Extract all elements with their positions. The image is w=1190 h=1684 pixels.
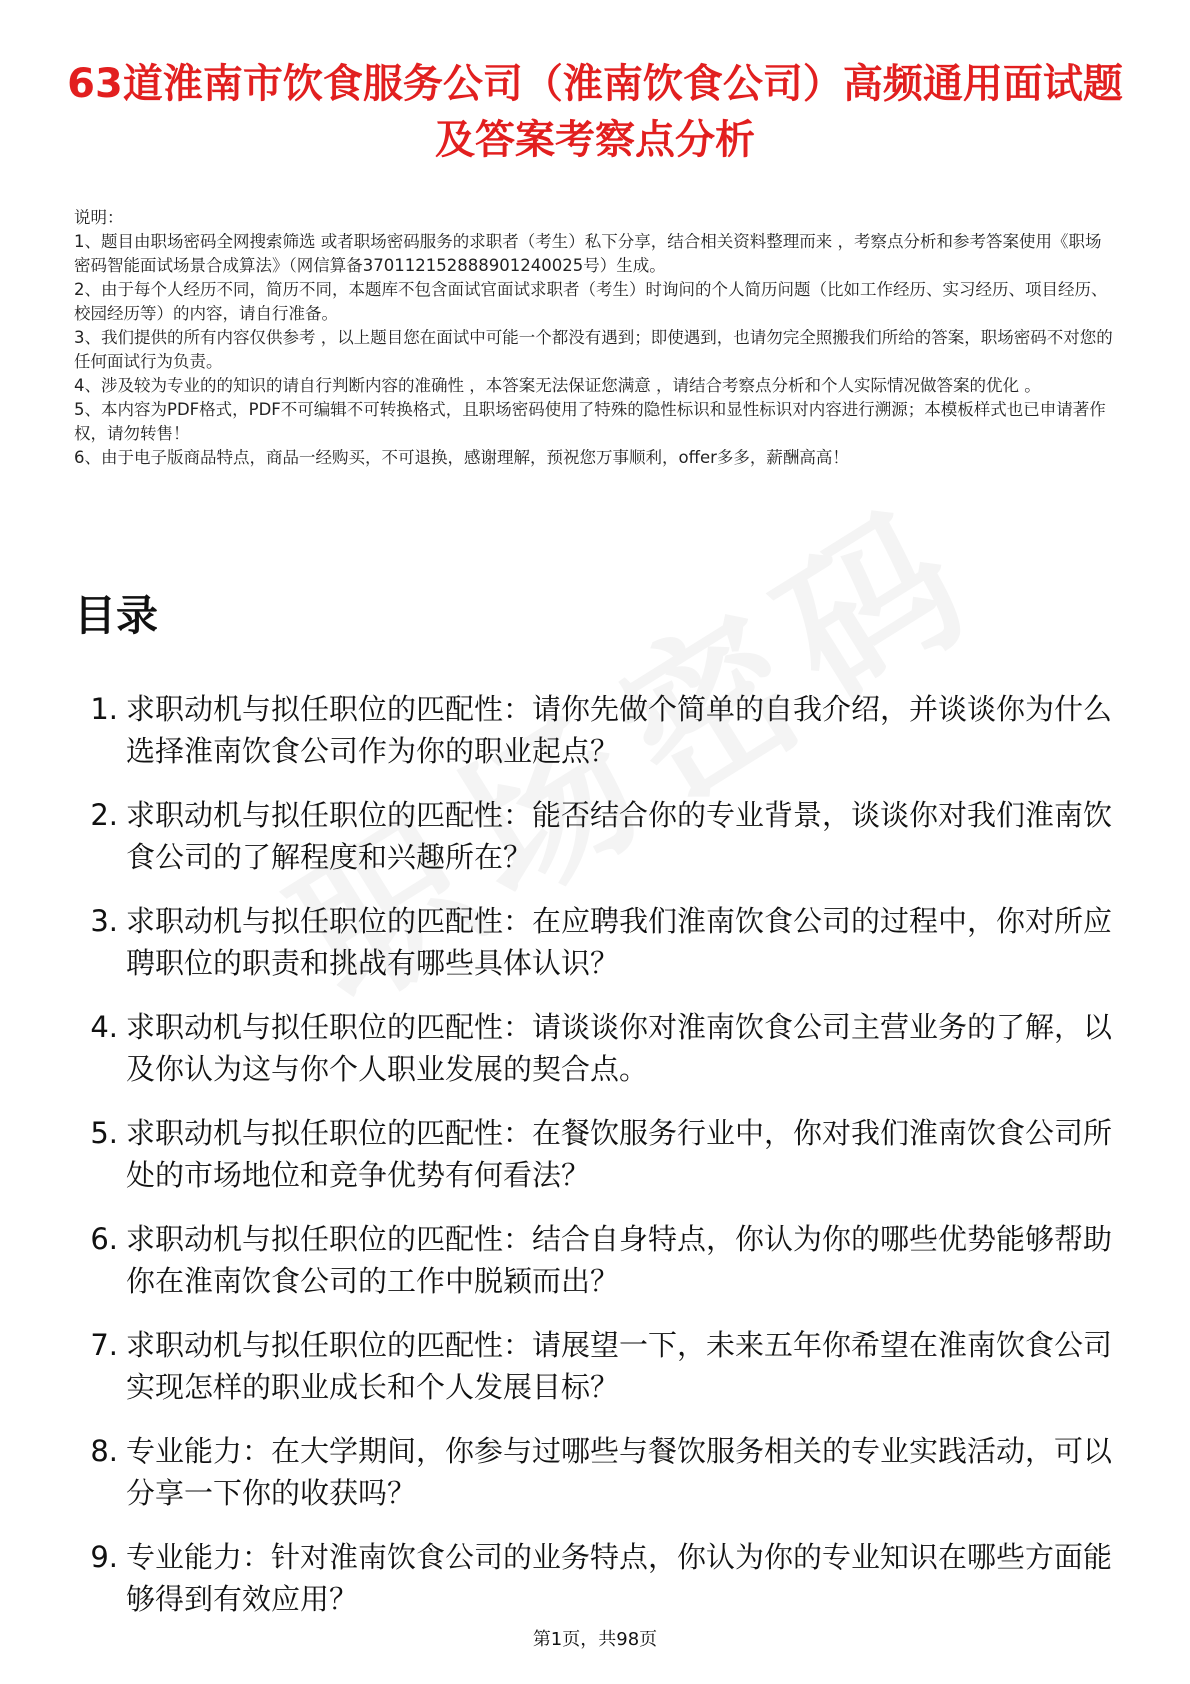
- toc-item-text: 求职动机与拟任职位的匹配性：能否结合你的专业背景，谈谈你对我们淮南饮食公司的了解程度和兴趣所在？: [126, 798, 1113, 874]
- toc-item-number: 7.: [90, 1328, 118, 1362]
- note-item: 1、题目由职场密码全网搜索筛选 或者职场密码服务的求职者（考生）私下分享，结合相关资料整理而来 ，考察点分析和参考答案使用《职场密码智能面试场景合成算法》（网信算备370112152888901240025号）生成。: [74, 232, 1102, 275]
- toc-item-number: 8.: [90, 1434, 118, 1468]
- toc-item-text: 求职动机与拟任职位的匹配性：在应聘我们淮南饮食公司的过程中，你对所应聘职位的职责和挑战有哪些具体认识？: [126, 904, 1113, 980]
- toc-item[interactable]: [74, 1430, 1114, 1514]
- document-title: 63道淮南市饮食服务公司（淮南饮食公司）高频通用面试题及答案考察点分析: [67, 61, 1123, 163]
- toc-item[interactable]: [74, 1006, 1114, 1090]
- toc-item-text: 求职动机与拟任职位的匹配性：结合自身特点，你认为你的哪些优势能够帮助你在淮南饮食公司的工作中脱颖而出？: [126, 1222, 1113, 1298]
- toc-item[interactable]: [74, 1536, 1114, 1620]
- toc-item[interactable]: [74, 1218, 1114, 1302]
- toc-item-number: 5.: [90, 1116, 118, 1150]
- toc-item[interactable]: [74, 1112, 1114, 1196]
- toc-item-text: 求职动机与拟任职位的匹配性：在餐饮服务行业中，你对我们淮南饮食公司所处的市场地位和竞争优势有何看法？: [126, 1116, 1113, 1192]
- toc-item-number: 4.: [90, 1010, 118, 1044]
- note-item: 4、涉及较为专业的的知识的请自行判断内容的准确性 ，本答案无法保证您满意 ，请结合考察点分析和个人实际情况做答案的优化 。: [74, 376, 1041, 395]
- toc-item-text: 求职动机与拟任职位的匹配性：请你先做个简单的自我介绍，并谈谈你为什么选择淮南饮食公司作为你的职业起点？: [126, 692, 1113, 768]
- page-footer: 第1页，共98页: [532, 1629, 658, 1650]
- notes-label: 说明：: [74, 208, 124, 227]
- note-item: 2、由于每个人经历不同，简历不同，本题库不包含面试官面试求职者（考生）时询问的个人简历问题（比如工作经历、实习经历、项目经历、校园经历等）的内容，请自行准备。: [74, 280, 1108, 323]
- toc-item-text: 专业能力：在大学期间，你参与过哪些与餐饮服务相关的专业实践活动，可以分享一下你的收获吗？: [126, 1434, 1113, 1510]
- toc-list: [74, 688, 1114, 1642]
- toc-item[interactable]: [74, 900, 1114, 984]
- note-item: 5、本内容为PDF格式，PDF不可编辑不可转换格式，且职场密码使用了特殊的隐性标识和显性标识对内容进行溯源；本模板样式也已申请著作权，请勿转售！: [74, 400, 1106, 443]
- notes-section: [74, 206, 1114, 470]
- toc-item[interactable]: [74, 1324, 1114, 1408]
- toc-item-text: 专业能力：针对淮南饮食公司的业务特点，你认为你的专业知识在哪些方面能够得到有效应用？: [126, 1540, 1113, 1616]
- toc-item-text: 求职动机与拟任职位的匹配性：请谈谈你对淮南饮食公司主营业务的了解，以及你认为这与你个人职业发展的契合点。: [126, 1010, 1113, 1086]
- toc-item[interactable]: [74, 794, 1114, 878]
- toc-item-number: 3.: [90, 904, 118, 938]
- toc-item-text: 求职动机与拟任职位的匹配性：请展望一下，未来五年你希望在淮南饮食公司实现怎样的职业成长和个人发展目标？: [126, 1328, 1113, 1404]
- toc-heading: 目录: [74, 591, 159, 640]
- toc-item-number: 1.: [90, 692, 118, 726]
- toc-item-number: 6.: [90, 1222, 118, 1256]
- toc-item[interactable]: [74, 688, 1114, 772]
- note-item: 3、我们提供的所有内容仅供参考 ，以上题目您在面试中可能一个都没有遇到；即使遇到，也请勿完全照搬我们所给的答案，职场密码不对您的任何面试行为负责。: [74, 328, 1113, 371]
- note-item: 6、由于电子版商品特点，商品一经购买，不可退换，感谢理解，预祝您万事顺利，offer多多，薪酬高高！: [74, 448, 849, 467]
- toc-item-number: 2.: [90, 798, 118, 832]
- toc-item-number: 9.: [90, 1540, 118, 1574]
